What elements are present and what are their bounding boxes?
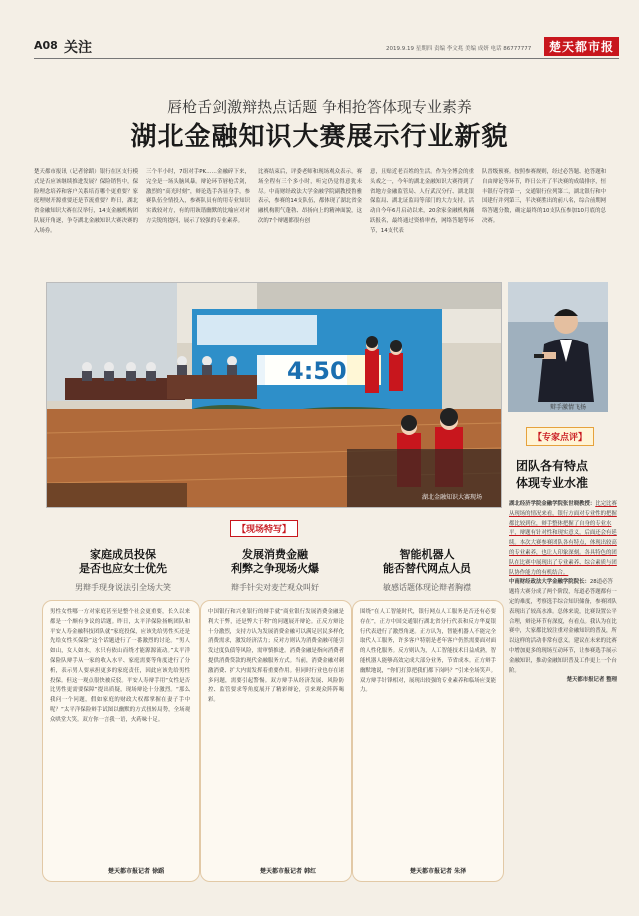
- header-meta: 2019.9.19 星期四 责编 李文兆 美编 成妍 电话 86777777: [386, 46, 532, 52]
- expert-2-name: 中南财经政法大学金融学院院长：: [509, 579, 590, 586]
- debater-photo: [508, 282, 608, 412]
- intro-col-4: 意，且贴近老百姓的生活。作为全博会的重头戏之一，今年的湖北金融知识大赛得到了省地方金融监管局、人行武汉分行、湖北银保监局、湖北证监局等部门的大力支持。活动自今年6月启动以来，20余家金融机构踊跃报名，最终通过资格审查，网络答题等环节，14支代表: [370, 169, 474, 234]
- story-1-body: 男性女性哪一方对家庭甚至是整个社会更重要，长久以来都是一个颇有争议的话题。昨日，太平洋保险扬帆团队和平安人寿金融科技团队就“家庭投保，应该先给男性买还是先给女性买保险”这个话题进行了一番激烈的讨论。“男人如山，女人如水，水只有依山而绕才能源源流动。”太平洋保险队辩手从一家的收入水平、家庭需要等角度进行了分析，表示男人要承担更多的家庭责任，因此应该先给男性投保。但这一观点很快被反驳。平安人寿辩手用“女性是否比男性更需要保障”提出质疑，现场辩论十分激烈。“那么我问一个问题，假如家庭的财政大权都掌握在妻子手中呢？”太平洋保险辩手试图以幽默的方式扭转局势，全场观众哄堂大笑。双方你一言我一语，火药味十足。: [50, 609, 190, 723]
- expert-comment-badge: 【专家点评】: [526, 427, 594, 446]
- event-photo-caption: 湖北金融知识大赛现场: [422, 494, 483, 501]
- story-1-subtitle: 男辩手现身说法引全场大笑: [75, 583, 171, 592]
- expert-comment-title: 团队各有特点 体现专业水准: [516, 459, 589, 490]
- story-2-subtitle: 辩手针尖对麦芒观众叫好: [231, 583, 319, 592]
- story-2-title: 发展消费金融 利弊之争现场火爆: [231, 548, 319, 575]
- intro-col-3: 比赛结束后，评委老师和现场观众表示，赛场全程有三个多小时，听完仍觉得意犹未尽。中南财经政法大学金融学院副教授鲁雅表示，参赛的14支队伍，都体现了湖北省金融机构朝气蓬勃、昂扬向上的精神面貌，这次的7个辩题都很有创: [258, 169, 362, 224]
- page-header: [34, 36, 619, 59]
- debater-photo-graphic: [508, 282, 608, 412]
- headline-subtitle: 唇枪舌剑激辩热点话题 争相抢答体现专业素养: [167, 98, 472, 116]
- story-3-body: 围绕“在人工智能时代，银行网点人工服务是否还有必要存在”，正方中国交通银行湖北省分行代表和反方华夏银行代表进行了激烈角逐。正方认为，智能机器人不能完全取代人工服务，许多客户特别是老年客户仍然需要面对面的人性化服务。反方则认为，人工智能技术日益成熟，智能机器人能够高效完成大部分业务，节省成本。正方辩手幽默地说，“你们打算把我们都下岗吗？”引来全场笑声。双方辩手针锋相对，展现出较强的专业素养和临场应变能力。: [360, 609, 496, 694]
- intro-col-1: 楚天都市报讯（记者徐蹈）银行在区支行模式是否应该继续推进发展？保险销售中，保险理念培养和客户关系培育哪个更重要？家庭理财开源重要还是节流重要？昨日，湖北省金融知识大赛在汉举行，14支金融机构团队展开角逐，争夺湖北金融知识大赛决赛的入场券。: [34, 169, 138, 234]
- story-1-signature: 楚天都市报记者 徐蹈: [108, 868, 165, 875]
- expert-2-text: 28道必答题将大赛分成了两个阶段，每道必答题都有一定的难度，考察选手综合知识储备，参赛团队表现出了较高水准。总体来说，比赛设置公平合理，辩论环节有深度，有看点。我认为在比赛中，大家都比较注重对金融知识的普及，所以这样的活动非常有意义。建议在未来的比赛中增加更多的现场互动环节，让参赛选手展示金融知识，推动金融知识普及工作更上一个台阶。: [509, 579, 617, 674]
- story-2-body: 中国银行和兴业银行的辩手就“商业银行发展消费金融是利大于弊，还是弊大于利”的问题展开辩论。正反方辩论十分激烈，支持方认为发展消费金融可以满足居民多样化消费需求，激发经济活力；反对方则认为消费金融可能引发过度负债等风险，需审慎推进。消费金融是指向消费者提供消费贷款的现代金融服务方式。当前，消费金融对刺激消费、扩大内需发挥着重要作用。但同时行业也存在诸多问题，需要引起警惕。双方辩手从经济发展、风险防控、监管要求等角度展开了精彩辩论，引来观众阵阵喝彩。: [208, 609, 344, 704]
- story-1-title: 家庭成员投保 是否也应女士优先: [79, 548, 167, 575]
- story-3-subtitle: 敏感话题体现论辩者胸襟: [383, 583, 471, 592]
- event-photo: [46, 282, 502, 508]
- expert-1-name: 湖北经济学院金融学院张世晓教授：: [509, 501, 596, 507]
- scoreboard-timer: 4:50: [287, 357, 347, 385]
- story-3-signature: 楚天都市报记者 朱泽: [410, 868, 467, 875]
- headline-title: 湖北金融知识大赛展示行业新貌: [130, 122, 509, 152]
- section-name: 关注: [64, 40, 92, 56]
- story-3-title: 智能机器人 能否替代网点人员: [383, 548, 471, 575]
- expert-sign: 楚天都市报记者 整理: [566, 677, 617, 684]
- expert-1-text: 比完比赛从现场的情况来看，银行方面对专业性的把握都比较到位，辩手整体把握了自身的专业水平，辩题有针对性和现实意义，后面还会有延续。本次大赛参赛团队各有特点，体现出较高的专业素养，也让人印象深刻。各具特色的团队在比赛中展现出了专业素养、综合素质与团队协作能力的有机结合。: [509, 501, 617, 576]
- intro-col-5: 队晋级预赛。按照参赛规则，经过必答题、抢答题和自由辩论等环节，昨日公开了半决赛的成绩排序，恒丰银行夺得第一，交通银行位列第二，湖北银行和中国建行并列第三，半决赛胜出的前八名，综合前期网络答题分数，确定最终的10支队伍参加10月底的总决赛。: [482, 169, 606, 224]
- newspaper-logo: 楚天都市报: [544, 37, 619, 56]
- story-2-signature: 楚天都市报记者 韩红: [260, 868, 317, 875]
- section-tag: 【现场特写】: [230, 520, 298, 537]
- page-number: A08: [34, 39, 58, 52]
- event-photo-graphic: [47, 283, 501, 507]
- expert-comment-body: [509, 500, 617, 868]
- intro-col-2: 三个半小时，7组对手PK……金融碎下来，完全是一场头脑风暴。辩论环节唇枪舌剑，激烈的“高光时刻”，辩论选手各显身手，参赛队伍全情投入，参赛队员有的用专业知识实战较对方，有的用诙谐幽默的比喻应对对方尖锐的提问，展示了较强的专业素养。: [146, 169, 250, 224]
- debater-photo-caption: 辩手激情飞扬: [550, 404, 587, 411]
